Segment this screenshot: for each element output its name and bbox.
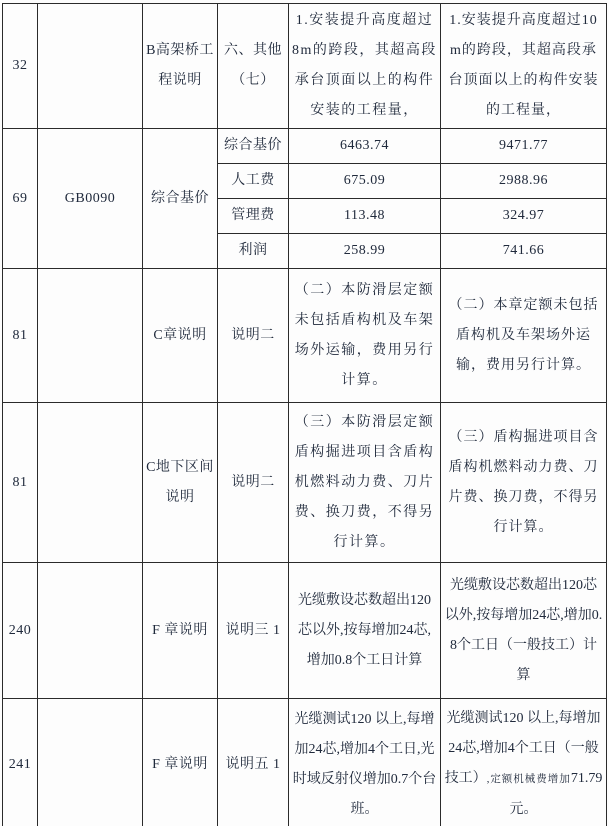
desc-a-cell: （三）本防滑层定额盾构掘进项目含盾构机燃料动力费、刀片费、换刀费，不得另行计算。	[289, 403, 441, 563]
subitem-cell: 利润	[218, 234, 289, 269]
item-cell: 说明二	[218, 403, 289, 563]
value-a-cell: 113.48	[289, 199, 441, 234]
table-row	[3, 129, 607, 164]
seq-cell: 81	[3, 403, 38, 563]
table-row	[3, 4, 607, 129]
item-cell: 六、其他（七）	[218, 4, 289, 129]
seq-cell: 69	[3, 129, 38, 269]
table-row	[3, 563, 607, 699]
table-row	[3, 269, 607, 403]
table-row	[3, 699, 607, 826]
value-a-cell: 258.99	[289, 234, 441, 269]
section-cell: C地下区间说明	[143, 403, 218, 563]
seq-cell: 81	[3, 269, 38, 403]
section-cell: C章说明	[143, 269, 218, 403]
section-cell: B高架桥工程说明	[143, 4, 218, 129]
desc-b-cell: （三）盾构掘进项目含盾构机燃料动力费、刀片费、换刀费，不得另行计算。	[441, 403, 607, 563]
desc-b-text: 71.79元。	[509, 771, 603, 817]
code-cell	[38, 699, 143, 826]
item-cell: 说明二	[218, 269, 289, 403]
desc-b-cell: （二）本章定额未包括盾构机及车架场外运输，费用另行计算。	[441, 269, 607, 403]
item-cell: 说明五 1	[218, 699, 289, 826]
desc-b-cell: 光缆敷设芯数超出120芯以外,按每增加24芯,增加0.8个工日（一般技工）计算	[441, 563, 607, 699]
value-b-cell: 2988.96	[441, 164, 607, 199]
value-b-cell: 9471.77	[441, 129, 607, 164]
seq-cell: 32	[3, 4, 38, 129]
desc-b-small-text: ,定额机械费增加	[486, 774, 571, 785]
value-b-cell: 741.66	[441, 234, 607, 269]
section-cell: 综合基价	[143, 129, 218, 269]
code-cell	[38, 4, 143, 129]
subitem-cell: 管理费	[218, 199, 289, 234]
desc-b-text: 光缆测试120 以上,每增加24芯,增加4个工日（一般技工）	[444, 711, 601, 786]
code-cell	[38, 403, 143, 563]
value-a-cell: 6463.74	[289, 129, 441, 164]
seq-cell: 241	[3, 699, 38, 826]
desc-a-cell: 光缆敷设芯数超出120芯以外,按每增加24芯,增加0.8个工日计算	[289, 563, 441, 699]
cost-quota-table	[2, 3, 607, 826]
subitem-cell: 综合基价	[218, 129, 289, 164]
section-cell: F 章说明	[143, 699, 218, 826]
code-cell: GB0090	[38, 129, 143, 269]
desc-a-cell: 1.安装提升高度超过8m的跨段，其超高段承台顶面以上的构件安装的工程量，	[289, 4, 441, 129]
table-row	[3, 403, 607, 563]
item-cell: 说明三 1	[218, 563, 289, 699]
desc-a-cell: 光缆测试120 以上,每增加24芯,增加4个工日,光时域反射仪增加0.7个台班。	[289, 699, 441, 826]
desc-b-cell: 1.安装提升高度超过10m的跨段，其超高段承台顶面以上的构件安装的工程量，	[441, 4, 607, 129]
code-cell	[38, 563, 143, 699]
code-cell	[38, 269, 143, 403]
value-b-cell: 324.97	[441, 199, 607, 234]
desc-a-cell: （二）本防滑层定额未包括盾构机及车架场外运输，费用另行计算。	[289, 269, 441, 403]
subitem-cell: 人工费	[218, 164, 289, 199]
section-cell: F 章说明	[143, 563, 218, 699]
seq-cell: 240	[3, 563, 38, 699]
desc-b-cell	[441, 699, 607, 826]
value-a-cell: 675.09	[289, 164, 441, 199]
